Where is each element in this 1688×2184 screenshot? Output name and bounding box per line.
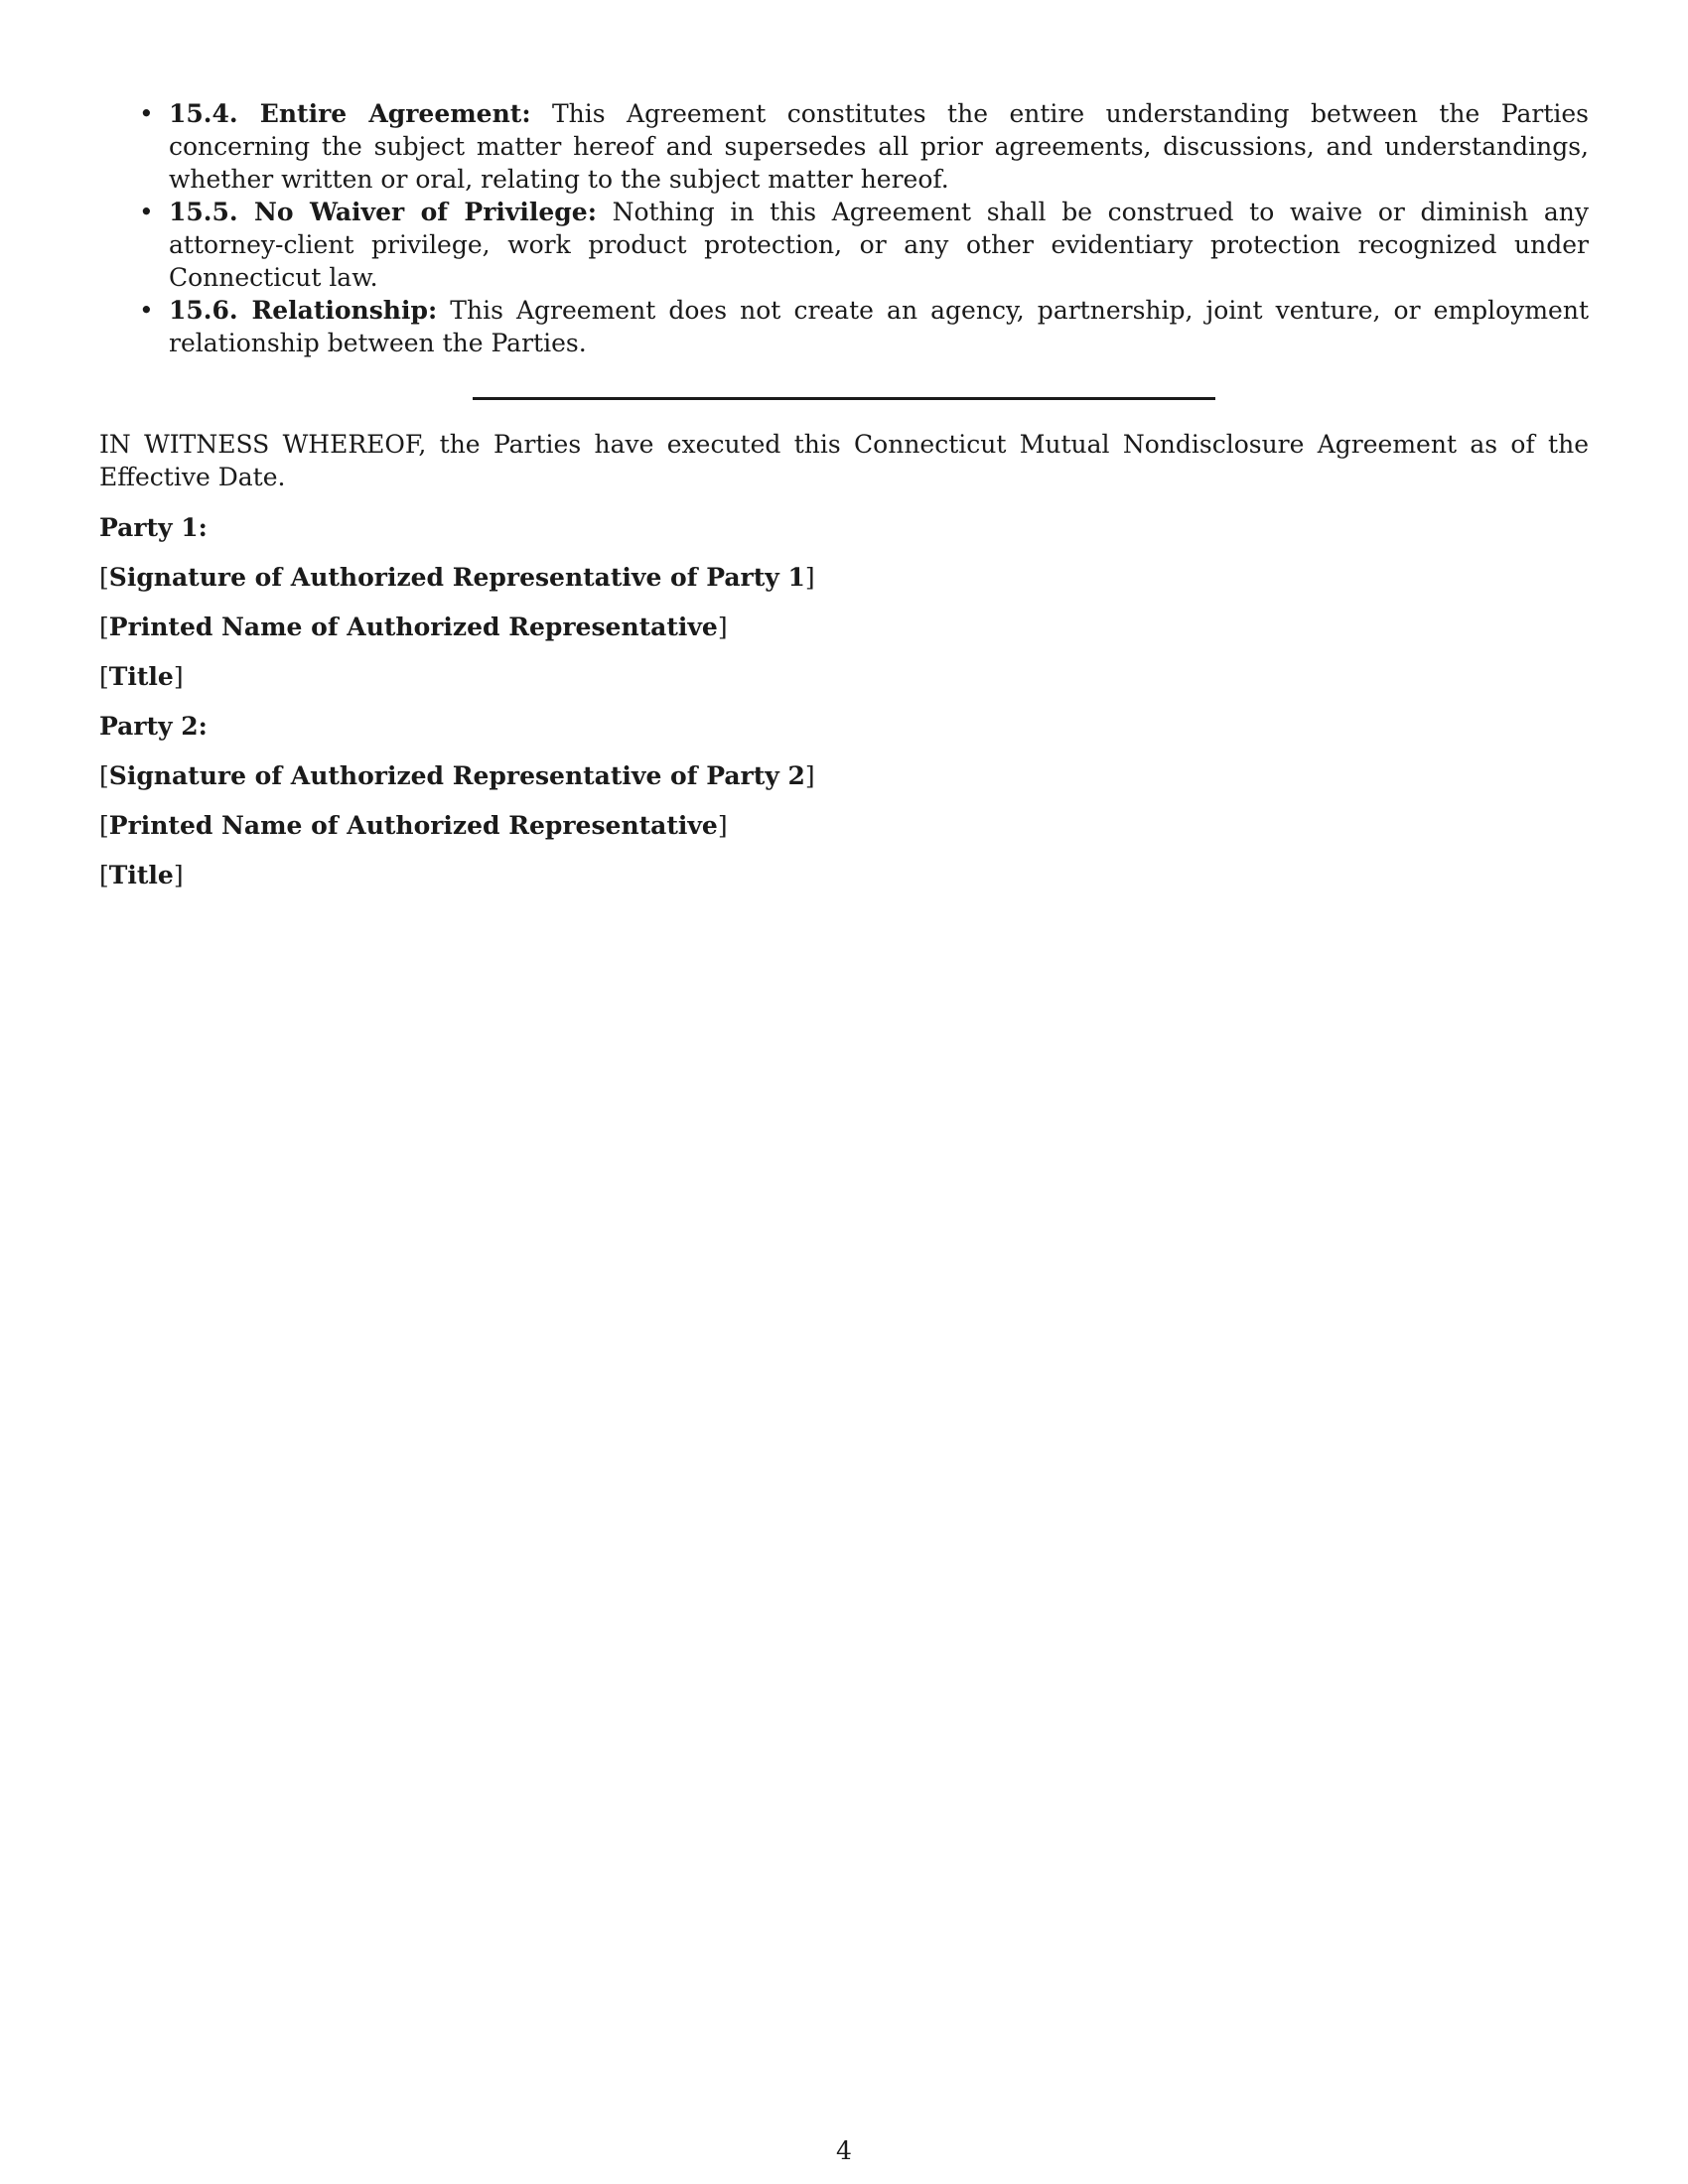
clause-15-6 [139,294,1589,359]
party-1-title-placeholder: [Title] [99,662,184,691]
clause-heading: 15.4. Entire Agreement: [169,99,531,128]
party-2-printed-name-placeholder: [Printed Name of Authorized Representative] [99,811,728,840]
signature-placeholder-text: Signature of Authorized Representative of Party 1 [108,563,805,592]
party-2-title-placeholder: [Title] [99,861,184,889]
clause-list [99,97,1589,359]
clause-15-4 [139,97,1589,196]
party-1-signature-placeholder: [Signature of Authorized Representative of Party 1] [99,563,815,592]
signature-placeholder-text: Signature of Authorized Representative of Party 2 [108,761,805,790]
party-2-signature-block [99,712,1589,890]
clause-text: Nothing in this Agreement shall be construed to waive or diminish any attorney-client privilege, work product protection, or any other evidentiary protection recognized under Connecticut law. [169,198,1589,292]
page-number: 4 [836,2136,852,2165]
party-1-signature-block [99,513,1589,692]
document-page [99,97,1589,910]
title-placeholder-text: Title [108,861,174,889]
bullet-icon: • [139,198,154,226]
party-2-signature-placeholder: [Signature of Authorized Representative of Party 2] [99,761,815,790]
horizontal-rule [473,397,1215,400]
clause-heading: 15.5. No Waiver of Privilege: [169,198,597,226]
party-2-label: Party 2: [99,712,208,741]
clause-text: This Agreement does not create an agency, partnership, joint venture, or employment relationship between the Parties. [169,296,1589,357]
clause-15-5 [139,196,1589,294]
witness-statement: IN WITNESS WHEREOF, the Parties have executed this Connecticut Mutual Nondisclosure Agreement as of the Effective Date. [99,430,1589,491]
clause-text: This Agreement constitutes the entire understanding between the Parties concerning the subject matter hereof and supersedes all prior agreements, discussions, and understandings, whether written or oral, relating to the subject matter hereof. [169,99,1589,194]
bullet-icon: • [139,99,154,128]
bullet-icon: • [139,296,154,325]
printed-name-placeholder-text: Printed Name of Authorized Representative [108,613,718,641]
party-1-label: Party 1: [99,513,208,542]
title-placeholder-text: Title [108,662,174,691]
party-1-printed-name-placeholder: [Printed Name of Authorized Representative] [99,613,728,641]
printed-name-placeholder-text: Printed Name of Authorized Representative [108,811,718,840]
clause-heading: 15.6. Relationship: [169,296,438,325]
